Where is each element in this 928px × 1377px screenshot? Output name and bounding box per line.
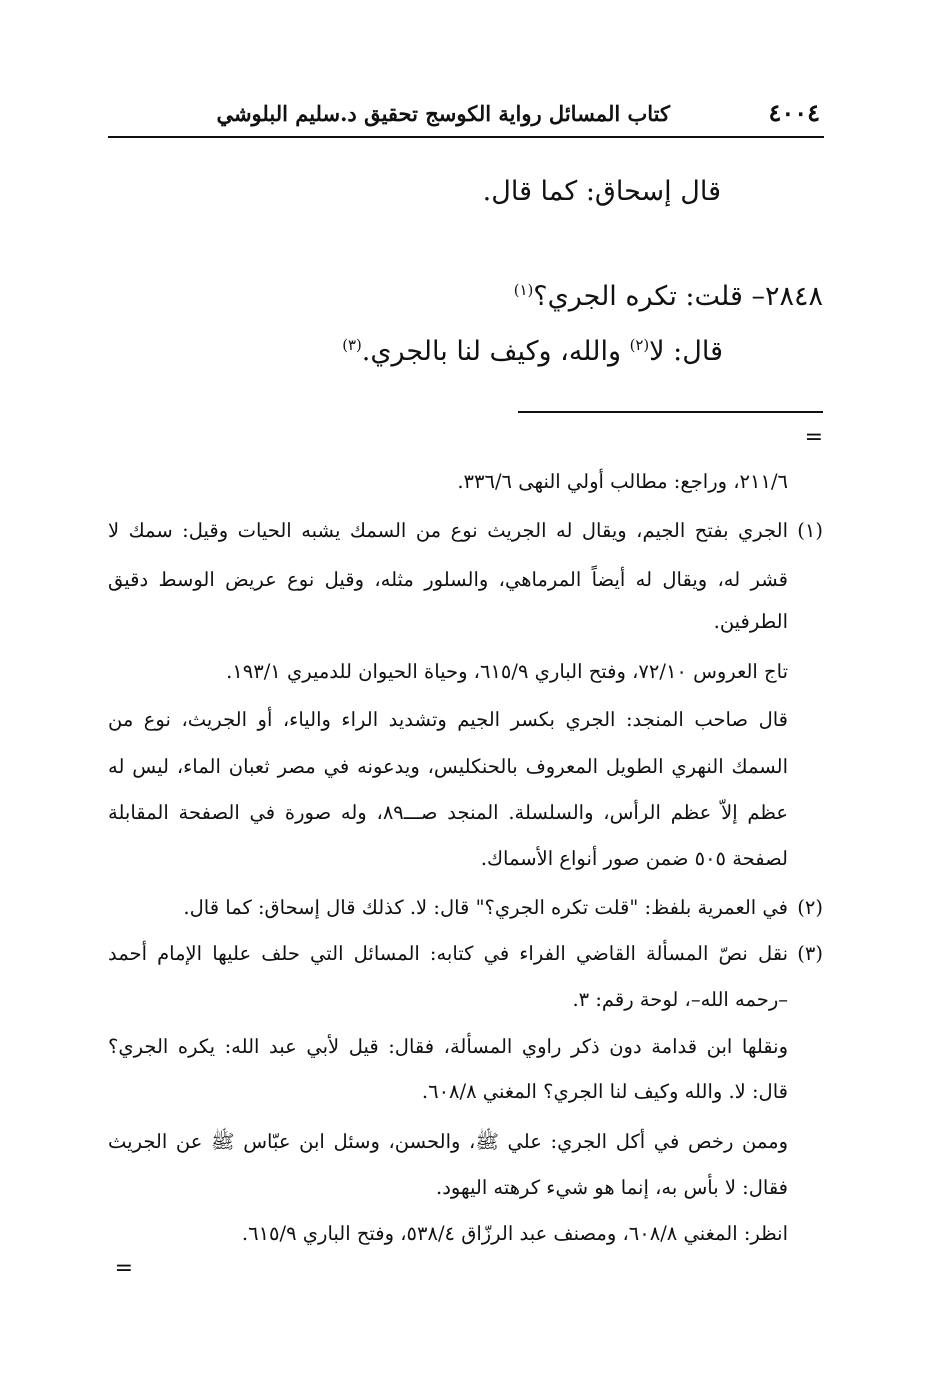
- footnote-line: لصفحة ٥٠٥ ضمن صور أنواع الأسماك.: [480, 847, 788, 870]
- footnote-line: في العمرية بلفظ: "قلت تكره الجري؟" قال: لا. كذلك قال إسحاق: كما قال.: [183, 896, 788, 919]
- footnote-line: انظر: المغني ٦٠٨/٨، ومصنف عبد الرزّاق ٥٣٨/٤، وفتح الباري ٦١٥/٩.: [241, 1222, 788, 1245]
- footnote-line: –رحمه الله–، لوحة رقم: ٣.: [572, 988, 788, 1011]
- footnote-ref-2[interactable]: (٢): [629, 336, 650, 354]
- continuation-mark-top: =: [804, 425, 823, 450]
- main-line-answer: [342, 336, 723, 367]
- header-rule: [108, 136, 824, 138]
- footnote-marker-3: (٣): [797, 942, 823, 965]
- footnote-line: ٢١١/٦، وراجع: مطالب أولي النهى ٣٣٦/٦.: [457, 470, 788, 493]
- footnote-line: ونقلها ابن قدامة دون ذكر راوي المسألة، فقال: قيل لأبي عبد الله: يكره الجري؟: [108, 1035, 788, 1058]
- footnote-line: قشر له، ويقال له أيضاً المرماهي، والسلور مثله، وقيل نوع عريض الوسط دقيق: [108, 568, 788, 591]
- footnote-line: السمك النهري الطويل المعروف بالحنكليس، ويدعونه في مصر ثعبان الماء، ليس له: [108, 755, 788, 778]
- footnote-marker-2: (٢): [797, 896, 823, 919]
- footnote-line: الجري بفتح الجيم، ويقال له الجريث نوع من السمك يشبه الحيات وقيل: سمك لا: [108, 519, 788, 542]
- answer-part-b: والله، وكيف لنا بالجري.: [361, 336, 630, 367]
- footnote-line: قال صاحب المنجد: الجري بكسر الجيم وتشديد الراء والياء، أو الجريث، نوع من: [108, 708, 788, 731]
- main-line-question: [514, 281, 823, 312]
- footnote-separator: [518, 411, 823, 413]
- footnote-line: وممن رخص في أكل الجري: علي ﷺ، والحسن، وسئل ابن عبّاس ﷺ عن الجريث: [108, 1130, 788, 1153]
- continuation-mark-bottom: =: [114, 1256, 133, 1281]
- footnote-ref-3[interactable]: (٣): [342, 336, 362, 354]
- footnote-line: نقل نصّ المسألة القاضي الفراء في كتابه: المسائل التي حلف عليها الإمام أحمد: [108, 942, 788, 965]
- footnote-line: قال: لا. والله وكيف لنا الجري؟ المغني ٦٠٨/٨.: [421, 1080, 788, 1103]
- running-header-title: كتاب المسائل رواية الكوسج تحقيق د.سليم البلوشي: [216, 101, 670, 126]
- footnote-line: فقال: لا بأس به، إنما هو شيء كرهته اليهود.: [436, 1176, 788, 1199]
- footnote-marker-1: (١): [797, 519, 823, 542]
- question-number: ٢٨٤٨: [764, 281, 823, 312]
- question-text: – قلت: تكره الجري؟: [533, 281, 765, 312]
- footnote-ref-1[interactable]: (١): [513, 281, 534, 299]
- footnote-line: عظم إلاّ عظم الرأس، والسلسلة. المنجد صـــ٨٩، وله صورة في الصفحة المقابلة: [108, 801, 789, 824]
- footnote-line: تاج العروس ٧٢/١٠، وفتح الباري ٦١٥/٩، وحياة الحيوان للدميري ١٩٣/١.: [226, 660, 788, 683]
- main-line-ishaq: قال إسحاق: كما قال.: [482, 176, 721, 207]
- answer-part-a: قال: لا: [649, 336, 723, 367]
- footnote-line: الطرفين.: [713, 610, 788, 633]
- page-number: ٤٠٠٤: [768, 98, 820, 127]
